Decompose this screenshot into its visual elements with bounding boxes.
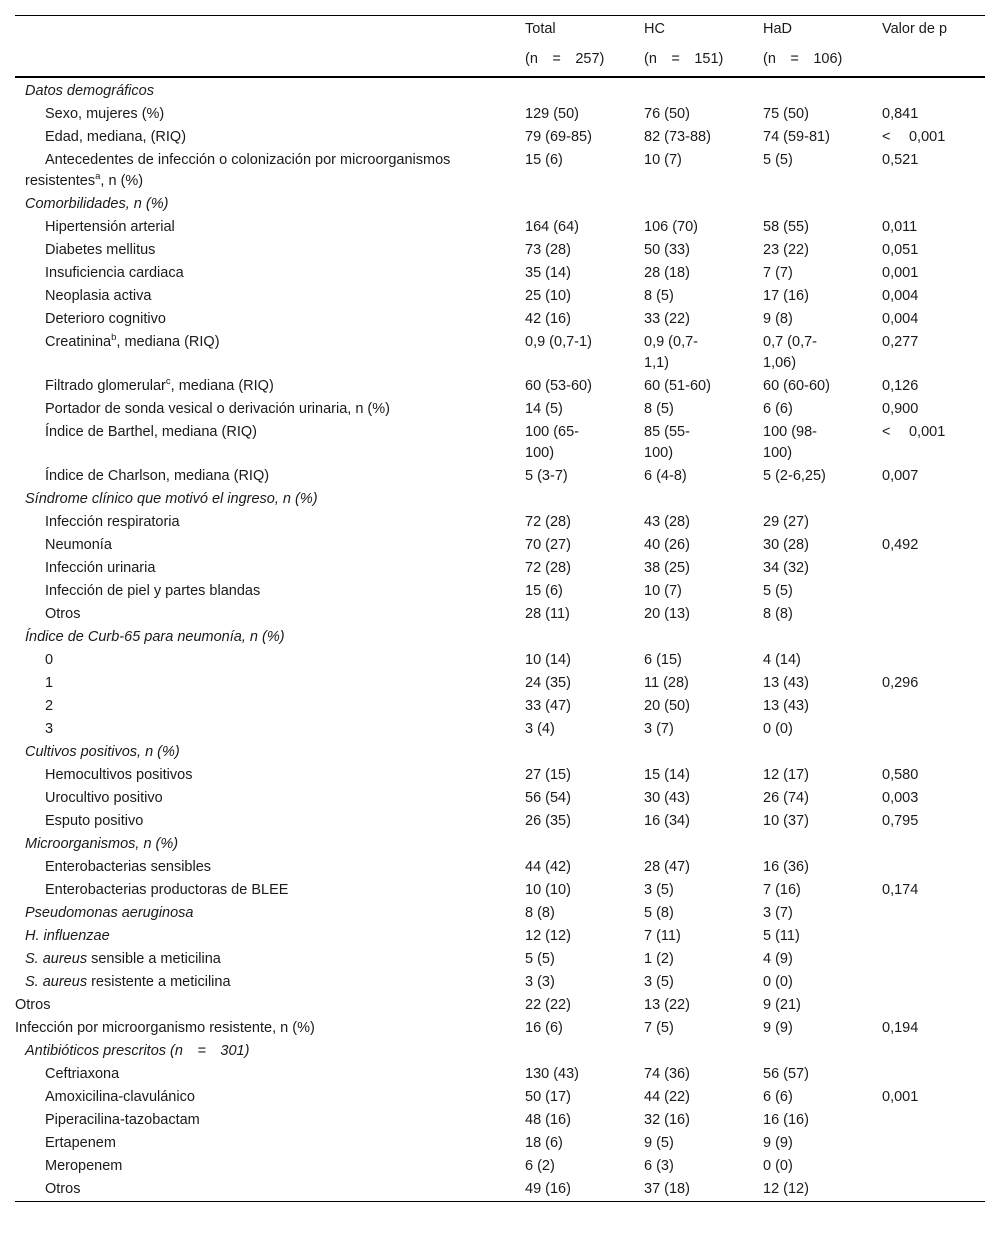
header-had-n: (n = 106) — [763, 51, 843, 67]
table-row: Urocultivo positivo 56 (54) 30 (43) 26 (74) 0,003 — [45, 790, 919, 806]
header-had: HaD — [763, 21, 793, 37]
header-hc: HC — [644, 21, 665, 37]
table-row: Otros 28 (11) 20 (13) 8 (8) — [45, 606, 793, 622]
header-total: Total — [525, 21, 556, 37]
table-bottom-rule — [15, 1201, 985, 1202]
header-p-value: Valor de p — [882, 21, 948, 37]
table-row: Diabetes mellitus 73 (28) 50 (33) 23 (22) 0,051 — [45, 242, 919, 258]
table-row: Infección por microorganismo resistente, n (%) 16 (6) 7 (5) 9 (9) 0,194 — [15, 1020, 919, 1036]
table-row: Infección de piel y partes blandas 15 (6) 10 (7) 5 (5) — [45, 583, 793, 599]
header-row — [15, 16, 985, 46]
table-row: Ceftriaxona 130 (43) 74 (36) 56 (57) — [45, 1066, 809, 1082]
table-row: Deterioro cognitivo 42 (16) 33 (22) 9 (8) 0,004 — [45, 311, 919, 327]
table-row: Infección urinaria 72 (28) 38 (25) 34 (32) — [45, 560, 809, 576]
table-row: S. aureus resistente a meticilina 3 (3) 3 (5) 0 (0) — [25, 974, 793, 990]
table-row: Piperacilina-tazobactam 48 (16) 32 (16) 16 (16) — [45, 1112, 809, 1128]
section-label: Cultivos positivos, n (%) — [25, 744, 180, 760]
section-label: Índice de Curb-65 para neumonía, n (%) — [25, 629, 285, 645]
section-header — [15, 1038, 985, 1061]
header-total-n: (n = 257) — [525, 51, 605, 67]
table-row: Sexo, mujeres (%) 129 (50) 76 (50) 75 (50) 0,841 — [45, 106, 919, 122]
table-row: Amoxicilina-clavulánico 50 (17) 44 (22) 6 (6) 0,001 — [45, 1089, 919, 1105]
section-label: Comorbilidades, n (%) — [25, 196, 169, 212]
table-row: Hemocultivos positivos 27 (15) 15 (14) 12 (17) 0,580 — [45, 767, 919, 783]
table-row: Otros 22 (22) 13 (22) 9 (21) — [15, 997, 801, 1013]
table-row: 3 3 (4) 3 (7) 0 (0) — [45, 721, 793, 737]
table-row: Índice de Barthel, mediana (RIQ) 100 (65-100) 85 (55-100) 100 (98-100) < 0,001 — [45, 424, 946, 461]
table-row: S. aureus sensible a meticilina 5 (5) 1 (2) 4 (9) — [25, 951, 793, 967]
section-header — [15, 739, 985, 762]
table-row: Edad, mediana, (RIQ) 79 (69-85) 82 (73-88) 74 (59-81) < 0,001 — [45, 129, 946, 145]
data-table — [15, 15, 985, 1202]
section-header — [15, 191, 985, 214]
table-row: Filtrado glomerular$^c$, mediana (RIQ) 60 (53-60) 60 (51-60) 60 (60-60) 0,126 — [45, 376, 919, 394]
section-label: Microorganismos, n (%) — [25, 836, 179, 852]
table-row: Ertapenem 18 (6) 9 (5) 9 (9) — [45, 1135, 793, 1151]
header-n-row — [15, 46, 985, 76]
section-label: Antibióticos prescritos (n = 301) — [25, 1043, 250, 1059]
table-row: Hipertensión arterial 164 (64) 106 (70) 58 (55) 0,011 — [45, 219, 918, 235]
table-row: 1 24 (35) 11 (28) 13 (43) 0,296 — [45, 675, 919, 691]
section-header — [15, 831, 985, 854]
section-header — [15, 486, 985, 509]
table-row: Pseudomonas aeruginosa 8 (8) 5 (8) 3 (7) — [25, 905, 793, 921]
section-label: Síndrome clínico que motivó el ingreso, n (%) — [25, 491, 318, 507]
section-header — [15, 624, 985, 647]
table-row: Otros 49 (16) 37 (18) 12 (12) — [45, 1181, 809, 1197]
section-label: Datos demográficos — [25, 83, 154, 99]
table-row: Neoplasia activa 25 (10) 8 (5) 17 (16) 0,004 — [45, 288, 919, 304]
table-row: Portador de sonda vesical o derivación urinaria, n (%) 14 (5) 8 (5) 6 (6) 0,900 — [45, 401, 919, 417]
table-row: Meropenem 6 (2) 6 (3) 0 (0) — [45, 1158, 793, 1174]
table-row: Enterobacterias sensibles 44 (42) 28 (47) 16 (36) — [45, 859, 809, 875]
table-row: 0 10 (14) 6 (15) 4 (14) — [45, 652, 801, 668]
header-hc-n: (n = 151) — [644, 51, 724, 67]
table-row: Antecedentes de infección o colonización por microorganismos resistentes$^a$, n (%) 15 (6) 10 (7) 5 (5) 0,521 — [25, 152, 919, 189]
table-row: Esputo positivo 26 (35) 16 (34) 10 (37) 0,795 — [45, 813, 919, 829]
table-row: H. influenzae 12 (12) 7 (11) 5 (11) — [25, 928, 800, 944]
section-header — [15, 78, 985, 101]
table-row: Enterobacterias productoras de BLEE 10 (10) 3 (5) 7 (16) 0,174 — [45, 882, 919, 898]
table-row: Índice de Charlson, mediana (RIQ) 5 (3-7) 6 (4-8) 5 (2-6,25) 0,007 — [45, 468, 919, 484]
table-row: Neumonía 70 (27) 40 (26) 30 (28) 0,492 — [45, 537, 919, 553]
table-row: Insuficiencia cardiaca 35 (14) 28 (18) 7 (7) 0,001 — [45, 265, 919, 281]
table-row: 2 33 (47) 20 (50) 13 (43) — [45, 698, 809, 714]
table-row: Creatinina$^b$, mediana (RIQ) 0,9 (0,7-1) 0,9 (0,7-1,1) 0,7 (0,7-1,06) 0,277 — [45, 332, 919, 371]
table-row: Infección respiratoria 72 (28) 43 (28) 29 (27) — [45, 514, 809, 530]
